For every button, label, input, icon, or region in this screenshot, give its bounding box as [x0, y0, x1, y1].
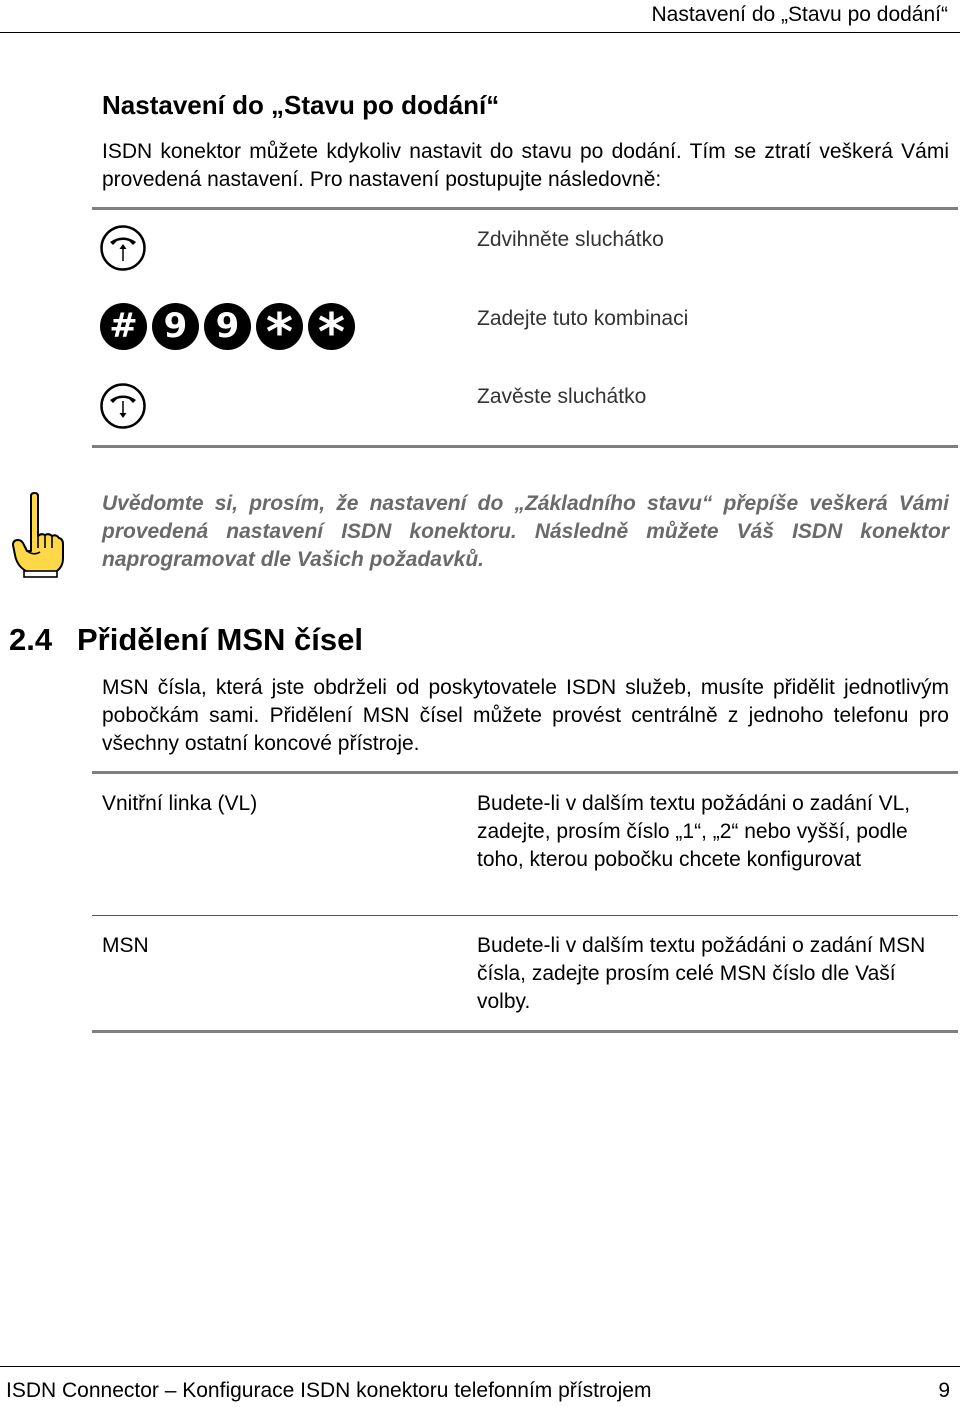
- section-heading: [9, 620, 363, 660]
- table-description: Budete-li v dalším textu požádáni o zadání MSN čísla, zadejte prosím celé MSN číslo dle Vaší volby.: [477, 934, 926, 1013]
- table-bottom-rule: [92, 445, 958, 448]
- running-header: Nastavení do „Stavu po dodání“: [651, 3, 948, 26]
- table-bottom-rule: [92, 1030, 958, 1033]
- step-onhook-text: Zavěste sluchátko: [477, 385, 647, 408]
- table-top-rule: [92, 207, 958, 210]
- section-number: 2.4: [9, 622, 53, 657]
- step-combination-text: Zadejte tuto kombinaci: [477, 307, 689, 330]
- key-combination: [100, 303, 355, 363]
- intro-paragraph: ISDN konektor můžete kdykoliv nastavit do stavu po dodání. Tím se ztratí veškerá Vámi provedená nastavení. Pro nastavení postupujte následovně:: [102, 140, 949, 191]
- digit-9-key-icon: 9: [152, 303, 199, 350]
- hash-key-icon: #: [100, 303, 147, 350]
- footer-rule: [0, 1366, 960, 1367]
- table-description: Budete-li v dalším textu požádáni o zadání VL, zadejte, prosím číslo „1“, „2“ nebo vyšší, podle toho, kterou pobočku chcete konfigurovat: [477, 792, 911, 871]
- footer-document-title: ISDN Connector – Konfigurace ISDN konektoru telefonním přístrojem: [6, 1379, 652, 1402]
- star-key-icon: *: [308, 303, 355, 350]
- section-title: Nastavení do „Stavu po dodání“: [102, 90, 500, 120]
- phone-onhook-icon: [99, 382, 147, 430]
- phone-offhook-icon: [99, 224, 147, 272]
- table-term: Vnitřní linka (VL): [102, 792, 258, 815]
- table-row-divider: [92, 915, 958, 916]
- star-key-icon: *: [256, 303, 303, 350]
- table-top-rule: [92, 771, 958, 774]
- digit-9-key-icon: 9: [204, 303, 251, 350]
- note-paragraph: Uvědomte si, prosím, že nastavení do „Základního stavu“ přepíše veškerá Vámi provedená nastavení ISDN konektoru. Následně můžete Váš ISDN konektor naprogramovat dle Vašich požadavků.: [102, 492, 949, 571]
- pointing-hand-icon: [10, 492, 66, 578]
- table-term: MSN: [102, 934, 149, 957]
- header-rule: [0, 32, 960, 33]
- page-number: 9: [938, 1379, 950, 1402]
- section-heading-title: Přidělení MSN čísel: [77, 622, 363, 657]
- step-offhook-text: Zdvihněte sluchátko: [477, 228, 664, 251]
- msn-paragraph: MSN čísla, která jste obdrželi od poskytovatele ISDN služeb, musíte přidělit jednotlivým pobočkám sami. Přidělení MSN čísel můžete provést centrálně z jednoho telefonu pro všechny ostatní koncové přístroje.: [102, 676, 949, 755]
